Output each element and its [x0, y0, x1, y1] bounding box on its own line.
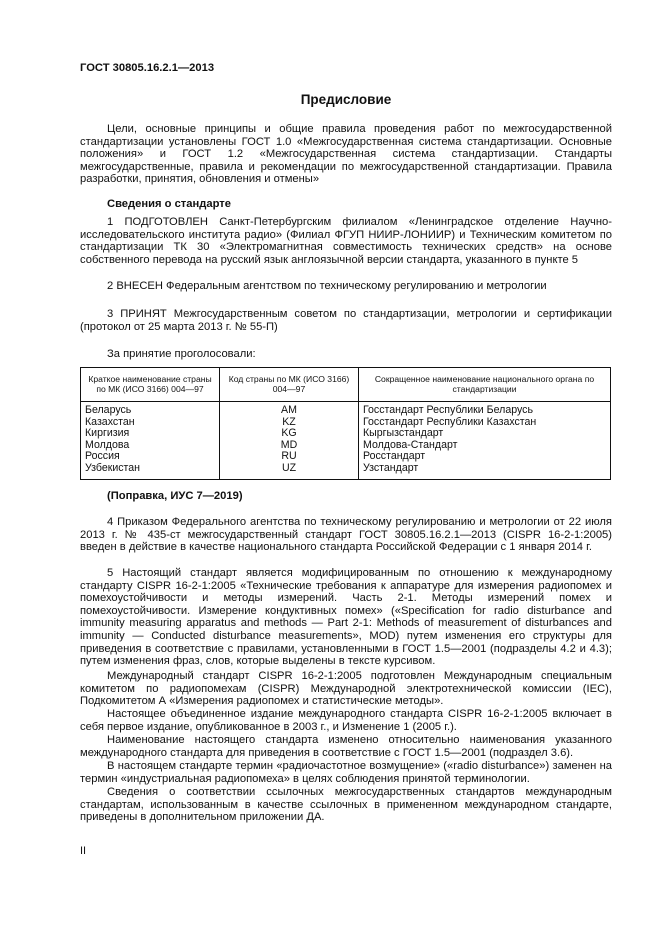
cispr-paragraph: Международный стандарт CISPR 16-2-1:2005 подготовлен Международным специальным комитетом по радиопомехам (CISPR) Международной электротехнической комиссии (IEC), Подкомитетом А «Измерения радиопомех и статистические методы». — [80, 670, 612, 708]
table-header-cell: Сокращенное наименование национального органа по стандартизации — [359, 368, 611, 402]
item-4-paragraph: 4 Приказом Федерального агентства по техническому регулированию и метрологии от 22 июля 2013 г. № 435-ст межгосударственный стандарт ГОСТ 30805.16.2.1—2013 (CISPR 16-2-1:2005) введен в действие в качестве национального стандарта Российской Федерации с 1 января 2014 г. — [80, 516, 612, 554]
code-cell: MD — [220, 440, 359, 452]
voting-table — [80, 367, 611, 480]
item-2-paragraph: 2 ВНЕСЕН Федеральным агентством по техническому регулированию и метрологии — [107, 280, 547, 292]
code-cell: UZ — [220, 463, 359, 479]
intro-paragraph: Цели, основные принципы и общие правила проведения работ по межгосударственной стандартизации установлены ГОСТ 1.0 «Межгосударственная система стандартизации. Основные положения» и ГОСТ 1.2 «Межгосударственная система стандартизации. Стандарты межгосударственные, правила и рекомендации по межгосударственной стандартизации. Правила разработки, принятия, обновления и отмены» — [80, 123, 612, 186]
table-row — [81, 402, 611, 417]
code-cell: KG — [220, 428, 359, 440]
table-row — [81, 428, 611, 440]
table-header-cell: Код страны по МК (ИСО 3166) 004—97 — [220, 368, 359, 402]
combined-edition-paragraph: Настоящее объединенное издание международного стандарта CISPR 16-2-1:2005 включает в себя первое издание, опубликованное в 2003 г., и Изменение 1 (2005 г.). — [80, 708, 612, 733]
agency-cell: Кыргызстандарт — [359, 428, 611, 440]
section-heading: Сведения о стандарте — [107, 198, 231, 210]
item-5-paragraph: 5 Настоящий стандарт является модифицированным по отношению к международному стандарту CISPR 16-2-1:2005 «Технические требования к аппаратуре для измерения радиопомех и помехоустойчивости и методы измерений. Часть 2-1. Методы измерений помех и помехоустойчивости. Измерение кондуктивных помех» («Specification for radio disturbance and immunity measuring apparatus and methods — Part 2-1: Methods of measurement of disturbances and immunity — Conducted disturbance measurements», MOD) путем изменения его структуры для приведения в соответствие с правилами, установленными в ГОСТ 1.5—2001 (подразделы 4.2 и 4.3); путем изменения фраз, слов, которые выделены в тексте курсивом. — [80, 567, 612, 668]
table-row — [81, 451, 611, 463]
code-cell: KZ — [220, 417, 359, 429]
table-row — [81, 463, 611, 479]
country-cell: Россия — [85, 450, 120, 463]
agency-cell: Молдова-Стандарт — [359, 440, 611, 452]
agency-cell: Госстандарт Республики Казахстан — [359, 417, 611, 429]
page-title: Предисловие — [300, 92, 392, 107]
table-header-cell: Краткое наименование страны по МК (ИСО 3166) 004—97 — [81, 368, 220, 402]
table-row — [81, 417, 611, 429]
country-cell: Казахстан — [85, 415, 135, 428]
table-header-row — [81, 368, 611, 402]
standard-designation: ГОСТ 30805.16.2.1—2013 — [80, 62, 215, 74]
code-cell: RU — [220, 451, 359, 463]
voted-label: За принятие проголосовали: — [107, 348, 256, 360]
agency-cell: Росстандарт — [359, 451, 611, 463]
page-number: II — [80, 845, 87, 857]
code-cell: AM — [220, 402, 359, 417]
country-cell: Беларусь — [85, 404, 132, 416]
references-paragraph: Сведения о соответствии ссылочных межгосударственных стандартов международным стандартам, использованным в качестве ссылочных в примененном международном стандарте, приведены в дополнительном приложении ДА. — [80, 786, 612, 824]
agency-cell: Узстандарт — [359, 463, 611, 479]
country-cell: Киргизия — [85, 427, 130, 440]
country-cell: Узбекистан — [85, 461, 141, 474]
agency-cell: Госстандарт Республики Беларусь — [359, 402, 611, 417]
item-1-paragraph: 1 ПОДГОТОВЛЕН Санкт-Петербургским филиалом «Ленинградское отделение Научно-исследовательского института радио» (Филиал ФГУП НИИР-ЛОНИИР) и Техническим комитетом по стандартизации ТК 30 «Электромагнитная совместимость технических средств» на основе собственного перевода на русский язык англоязычной версии стандарта, указанного в пункте 5 — [80, 216, 612, 266]
item-3-paragraph: 3 ПРИНЯТ Межгосударственным советом по стандартизации, метрологии и сертификации (протокол от 25 марта 2013 г. № 55-П) — [80, 308, 612, 333]
amendment-note: (Поправка, ИУС 7—2019) — [107, 490, 243, 502]
term-paragraph: В настоящем стандарте термин «радиочастотное возмущение» («radio disturbance») заменен на термин «индустриальная радиопомеха» в целях соблюдения принятой терминологии. — [80, 760, 612, 785]
table-row — [81, 440, 611, 452]
name-change-paragraph: Наименование настоящего стандарта изменено относительно наименования указанного международного стандарта для приведения в соответствие с ГОСТ 1.5—2001 (подраздел 3.6). — [80, 734, 612, 759]
country-cell: Молдова — [85, 438, 130, 451]
